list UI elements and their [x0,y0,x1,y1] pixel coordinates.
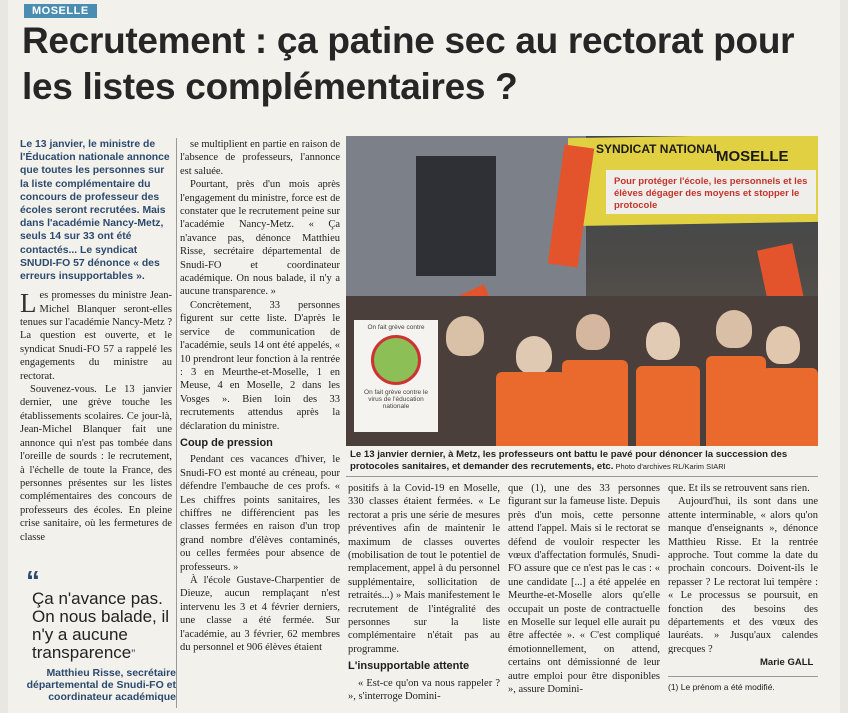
photo-orange-vest [562,360,628,446]
photo-person [516,336,552,374]
banner-moselle-text: MOSELLE [716,148,789,165]
photo-credit: Photo d'archives RL/Karim SIARI [613,461,726,471]
photo-orange-vest [636,366,700,446]
article-chapo: Le 13 janvier, le ministre de l'Éducation nationale annonce que toutes les personnes sur la liste complémentaire du concours de professeur des écoles seront recrutées. Mais dans l'académie Nancy-Metz, seuls 14 sur 33 ont été contactés... Le syndicat SNUDI-FO 57 dénonce « des erreurs insupportables ». [20,139,170,283]
quote-author: Matthieu Risse, secrétaire départemental de Snudi-FO et coordinateur académique [26,667,176,703]
photo-person [446,316,484,356]
column-divider [176,138,177,708]
col2-paragraph-3: Concrètement, 33 personnes figurent sur cette liste. D'après le service de communication de l'académie, seuls 14 ont été appelés, « 10 prendront leur fonction à la rentrée : 3 en Meurthe-et-Moselle, 1 en Meuse, 4 en Moselle, 2 dans les Vosges ». Bien loin des 33 recrutements attendus après la déclaration du ministre. [180,299,340,432]
photo-doorway [416,156,496,276]
col1-paragraph-2: Souvenez-vous. Le 13 janvier dernier, une grève touche les établissements scolaires. Ce jour-là, Jean-Michel Blanquer fait une annonce qui n'est pas tombée dans l'oreille de sourds : le recrutement, à l'échelle de toute la France, des personnes présentes sur les listes complémentaires des concours de professeurs des écoles. En pleine crise sanitaire, où les fermetures de classe [20,384,172,543]
photo-person [716,310,752,348]
footnote: (1) Le prénom a été modifié. [668,682,775,692]
banner-slogan: Pour protéger l'école, les personnels et les élèves dégager des moyens et stopper le protocole [606,170,816,214]
quote-open-mark: “ [26,565,40,596]
col1-paragraph-1: Les promesses du ministre Jean-Michel Blanquer seront-elles tenues sur l'académie Nancy-Metz ? La question est ouverte, et le syndicat Snudi-FO 57 a rappelé les engagements du ministre au rectorat. [20,288,172,382]
column-5 [668,482,818,654]
virus-icon [371,335,421,385]
pull-quote [26,565,176,712]
column-2 [180,138,340,708]
newspaper-page [8,0,840,713]
column-3 [348,482,500,710]
col3-paragraph-1: positifs à la Covid-19 en Moselle, 330 classes étaient fermées. « Le rectorat a pris une série de mesures préventives afin de maintenir le maximum de classes ouvertes (mobilisation de tout le potentiel de remplacement, appel à du personnel supplémentaire, sollicitation de retraités...) » Mais manifestement le recrutement de l'intégralité des personnes sur la liste complémentaire n'était pas au programme. [348,483,500,655]
footnote-rule [668,676,818,677]
banner-union-text: SYNDICAT NATIONAL [596,142,721,156]
col2-paragraph-4: Pendant ces vacances d'hiver, le Snudi-FO est monté au créneau, pour défendre l'embauche de ces profs. « Les chiffres points sanitaires, les chiffres ne différencient pas les classes fermées en raison d'un trop grand nombre d'élèves contaminés, ou celles fermées pour absence de professeurs. » [180,454,340,573]
col5-paragraph-2: Aujourd'hui, ils sont dans une attente interminable, « alors qu'on manque d'enseignants », dénonce Matthieu Risse. Et la rentrée approche. Tout comme la date du prochain concours. Doivent-ils le repasser ? Le rectorat lui tempère : « Le processus se poursuit, en fonction des besoins des départements et des vœux des lauréats. » Jusqu'aux calendes grecques ? [668,496,818,654]
drop-cap: L [20,288,37,319]
photo-person [646,322,680,360]
photo-orange-vest [706,356,766,446]
photo-person [576,314,610,350]
author-byline: Marie GALL [760,657,814,668]
photo-person [766,326,800,364]
column-1 [20,138,172,568]
photo-caption: Le 13 janvier dernier, à Metz, les professeurs ont battu le pavé pour dénoncer la succession des protocoles sanitaires, et demander des recrutements, etc. Photo d'archives RL/Karim SIARI [350,449,788,472]
photo-orange-vest [762,368,818,446]
col2-paragraph-2: Pourtant, près d'un mois après l'engagement du ministre, force est de constater que le recrutement peine sur l'académie Nancy-Metz. « Ça n'avance pas, dénonce Matthieu Risse, secrétaire départemental de Snudi-FO et coordinateur académique. On nous balade, il n'y a aucune transparence. » [180,179,340,298]
subhead-coup-de-pression: Coup de pression [180,436,273,449]
protest-photo [346,136,818,446]
photo-orange-vest [496,372,566,446]
photo-protest-sign: On fait grève contre On fait grève contre le virus de l'éducation nationale [354,320,438,432]
section-rubric: MOSELLE [24,4,97,18]
col4-paragraph-1: que (1), une des 33 personnes figurant sur la fameuse liste. Depuis près d'un mois, cette personne attend l'appel. Mais si le rectorat se défend de vouloir respecter les vœux d'affectation formulés, Snudi-FO assure que ce n'est pas le cas : « une candidate [...] a été appelée en Meurthe-et-Moselle alors qu'elle occupait un poste de contractuelle en Moselle sur lequel elle aurait pu être affectée ». « C'est compliqué émotionnellement, on attend, certains ont démissionné de leur autre emploi pour être disponibles », assure Domini- [508,483,660,696]
subhead-attente: L'insupportable attente [348,660,470,673]
col2-paragraph-5: À l'école Gustave-Charpentier de Dieuze, aucun remplaçant n'est intervenu les 3 et 4 février derniers, une classe a été fermée. Sur l'académie, au 3 février, 62 membres du personnel et 906 élèves étaient [180,575,340,654]
quote-text: Ça n'avance pas. On nous balade, il n'y a aucune transparence” [32,589,170,662]
caption-rule [346,476,818,477]
col5-paragraph-1: que. Et ils se retrouvent sans rien. [668,483,810,494]
column-4 [508,482,660,710]
col2-paragraph-1: se multiplient en partie en raison de l'absence de professeurs, l'annonce est saluée. [180,139,340,177]
col3-paragraph-2: « Est-ce qu'on va nous rappeler ? », s'interroge Domini- [348,677,500,703]
article-headline: Recrutement : ça patine sec au rectorat pour les listes complémentaires ? [22,20,795,107]
